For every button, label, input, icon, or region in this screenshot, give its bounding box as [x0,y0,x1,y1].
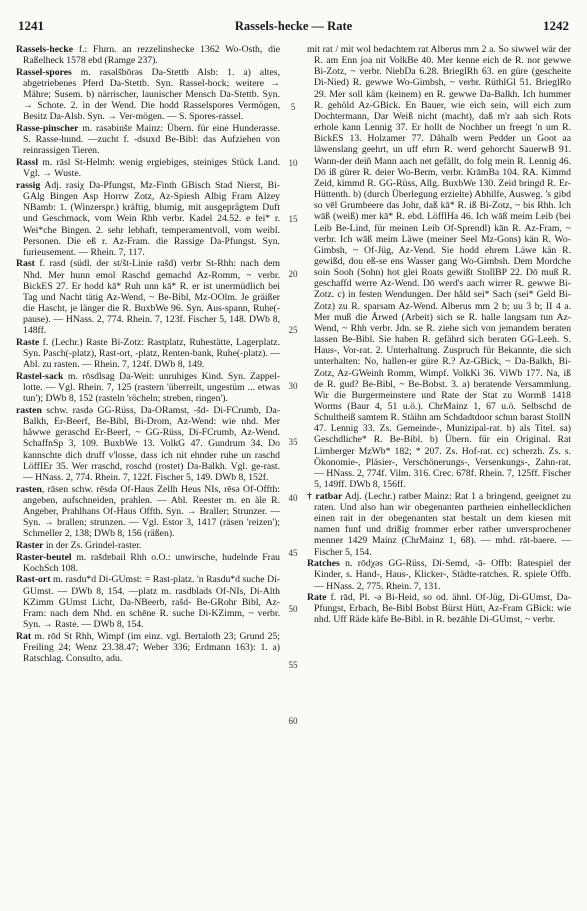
entry-text: f. rād, Pl. -ə Bi-Heid, so od. ähnl. Of-Jüg, Di-GUmst, Da-Pfungst, Erbach, Be-Bibl Bobst Bürst Hütt, Az-Fram GBick: wie nhd. Uff Räde käfe Be-Bibl. in R. bezāhle Di-GUmst, ~ verbr. [314,592,571,626]
dictionary-entry [16,123,280,156]
line-number: 15 [288,213,298,224]
dictionary-entry [16,552,280,574]
dictionary-entry [16,484,280,540]
entry-text: m. rōsdlsag Da-Weit: unruhiges Kind. Syn. Zappel-lotte. — Vgl. Rhein. 7, 125 (rastern 'überreilt, ungestüm ... etwas tun'); DWb 8, 152 (rasteln 'röcheln; streben, ringen'). [23,371,280,405]
dictionary-entry [307,558,571,591]
line-number-gutter [283,44,303,904]
dictionary-entry [16,405,280,483]
entry-text: f.: Flurn. an rezzelinshecke 1362 Wo-Osth, die Raßelheck 1578 ebd (Ramge 237). [23,44,280,67]
entry-lemma: rasten [16,405,42,416]
entry-lemma: Rassels-hecke [16,44,74,55]
dictionary-entry [16,371,280,404]
entry-lemma: Rassl [16,157,39,169]
entry-text: m. rasəbinšɐ Mainz: Übern. für eine Hunderasse. S. Rasse-hund. —zucht f. -dsuxd Be-Bibl: das Aufziehen von reinrassigen Tieren. [23,123,280,157]
line-number: 25 [288,325,298,336]
left-page-number: 1241 [18,18,44,33]
entry-text: m. rōd St Rhh, Wimpf (im einz. vgl. Bertaloth 23; Grund 25; Freiling 24; Wenz 23.38.47; Weber 336; Erdmann 163): 1. a) Ratschlag. Consulto, adu. [23,630,280,664]
entry-lemma: Rat [16,630,32,642]
entry-lemma: rasten [16,483,42,495]
entry-lemma: Ratches [307,558,340,570]
dictionary-entry [16,157,280,179]
entry-text: schw. rasdə GG-Rüss, Da-ORamst, -šd- Di-FCrumb, Da-Balkh, Er-Beerf, Be-Bibl, Bi-Drom, Az-Wend: wie nhd. Mer håwwe geraschd Er-Beerf, ~ GG-Rüss, Di-FCrumb, Az-Wend. SchaffnSp 3, 109. BuxbWe 13. VolkG 47. Gundrum 34. Do kannschte dich druff v'losse, dass ich nit ehnder ruhe un raschd LöffIEr 35. Wer rraschd, roschd (rostet) Da-Balkh. Vgl. ge-rast. — HNass. 2, 774. Rhein. 7, 122f. Fischer 5, 149. DWb 8, 152f. [23,405,280,483]
running-title: Rassels-hecke — Rate [234,19,353,33]
entry-text: m. rasdu*d Di-GUmst: = Rast-platz. 'n Rasdu*d suche Di-GUmst. — DWb 8, 154. —platz m. rasdblads Of-NIs, Di-Alth KZimm GUmst Licht, Da-NBeerb, rašd- Be-GRohr Bibl, Az-Fram: nach dem Nhd. en schēne R. suche Di-KZimm, ~ verbr. Syn. → Raste. — DWb 8, 154. [23,574,280,630]
line-number: 10 [288,157,298,168]
entry-lemma: Raster [16,539,44,551]
line-number: 50 [288,604,298,615]
line-number: 35 [288,436,298,447]
entry-text: Adj. (Lechr.) ratber Mainz: Rat 1 a bringend, geeignet zu raten. Und also han wir obegenanten partheien einhellecklichen einen rait in der obegenanten stat bestalt un dem kiesen mit namen funf und drißig frommer erber ratber unversprochener menner 1429 Mainz (ChrMainz 1, 68). — mhd. rāt-baere. — Fischer 5, 154. [314,490,571,558]
dictionary-entry [16,44,280,66]
line-number: 30 [288,381,298,391]
entry-text: in der Zs. Grindel-raster. [43,539,142,551]
line-number: 20 [288,269,298,280]
line-number: 5 [290,102,296,112]
left-column [16,44,280,904]
entry-lemma: rassig [16,179,41,191]
entry-text: m. rāsl St-Helmh: wenig ergiebiges, steiniges Stück Land. Vgl. → Wuste. [23,157,280,180]
entry-text: n. rōdχəs GG-Rüss, Di-Semd, -ā- Offb: Ratespiel der Kinder, s. Hand-, Haus-, Klicker-, Städte-ratches. R. spiele Offb. — HNass. 2, 775. Rhein. 7, 131. [314,558,571,592]
entry-lemma: Raste [16,337,40,349]
dictionary-entry [16,540,280,551]
entry-lemma: Rast [16,258,35,270]
dictionary-entry [307,592,571,625]
entry-lemma: † ratbar [307,490,343,502]
dictionary-entry [16,631,280,664]
entry-text: f. (Lechr.) Raste Bi-Zotz: Rastplatz, Ruhestätte, Lagerplatz. Syn. Pasch(-platz), Rast-ort, -platz, Renten-bank, Ruhe(-platz). — Abl. zu rasten. — Rhein. 7, 124f. DWb 8, 149. [23,337,280,371]
dictionary-entry [16,180,280,258]
entry-lemma: Raster-beutel [16,551,72,563]
entry-text: mit rat / mit wol bedachtem rat Alberus mm 2 a. So siwwel wär der R. am Enn joa nit VolkBe 40. Mer kenne eich de R. nor gewwe Bi-Zotz, ~ verbr. NiebDa 6.28. BrieglRh 63. en güre (gescheite Di-Nied) R. gewwe Wo-Gimbsh, ~ verbr. RüthlGl 51. BrieglRo 29. Mer soll käm (keinem) en R. gewwe Da-Balkh. Ich hummer R. gehöld Az-GBick. En Bauer, wie eich sein, will eich zum Dochtermann, Dar Weiß nicht (macht), daß m'r aah sich Rots erhole kann Lennig 37. Er hollt de Nochber un freegt 'n um R. BickES 13. Holzamer 77. Dåhalb wern Pedder un Goot aa läwenslang geehrt, un uff ehrn R. werd gehorcht SauerwB 91. Wann-der deiñ Mann aach net gefällt, do folg mein R. Lennig 46. Dō iß gürer R. deier Wo-Berm, verbr. KrāmBa 104. RA. Kimmd Zeid, kimmd R. GG-Rüss, Allg. BuxbWe 130. Zeid bringd R. Er-Hüttenth. b) (durch Überlegung erzielte) Abhilfe, Ausweg. 's gibd so vēl Grumbeere das Johr, daß kā* R. iß Bi-Zotz, ~ bis Rhh. Ich wāß (weiß) mer kā* R. ebd. LöfflHa 46. Ich wāß meim Leib (bei Leib Be-Lind, für meinen Leib Of-Sprendl) kān R. Az-Fram, ~ verbr. Ich wāß meim Läwe (meiner Seel Mz-Gons) kän R. Wo-Gimbsh, ~ Of-Jüg, Az-Vend. Sie hodd ehrem Läwe kän R. gewißd, dou eß-se ens Wasser gang Wo-Gimbsh. Dem Mordche soin Sooh (Sohn) hot glei Roats gewißt StollBP 22. Dō muß R. geschaffd werre Az-Wend. Dō werd's aach wirrer R. gewwe Bi-Zotz. c) in festen Wendungen. Der håld sei* Sach (sei* Geld Bi-Zotz) zu R. sparsam Az-Wend. Alberus mm 2 b; uu 3 b; II 4 a. Mer muß die Årwed (Arbeit) sich se R. halle langsam tun Az-Wend, ~ Rhh verbr. Jdn. se R. ziehe sich von jemandem beraten lassen Be-Bibl. Sie haben R. gefährd sich beraten GG-Leeh. S. Haus-, Vor-rat. 2. Unterhaltung. Zuspruch für Bekannte, die sich unterhalten: No, hallen-er güre R.? Az-GBick, ~ Da-Balkh, Bi-Zotz, Az-GWeinh Romm, Wimpf. VolkKi 36. ViWb 177. Na, iß de R. gud? Be-Bibl, ~ Be-Bobst. 3. a) beratende Versammlung. Wir die Burgermeinstere und Rate der Stat zu Wormß 1418 Worms (Baur 4, 51 u.ö.). ChrMainz 1, 67 u.ö. Selbschd de Schultheiß samtem R. Stäihn am Schdadtdoor schun barast StollN 47. Lennig 33. Zs. Gemeinde-, Munizipal-rat. b) als Titel. sa) Geschdliche* R. Be-Bibl. b) Übern. für ein Original. Rat Limberger MzWb* 182; * 207. Zs. Hof-rat. cc) scherzh. Zs. s. Ökonomie-, Pläsier-, Verschönerungs-, Versenkungs-, Zahn-rat. — HNass. 2, 774f. Vilm. 316. Crec. 678f. Rhein. 7, 125ff. Fischer 5, 149ff. DWb 8, 156ff. [307,44,571,491]
entry-lemma: Rast-ort [16,574,51,586]
entry-lemma: Rate [307,592,327,604]
right-column [307,44,571,904]
entry-text: Adj. rasiχ Da-Pfungst, Mz-Finth GBisch Stad Nierst, Bi-GAlg Bingen Asp Horrw Zotz, Az-Spiesh Albig Fram Alzey NBamb: 1. (Winzerspr.) kräftig, blumig, mit ausgeprägtem Duft und Geschmack, vom Wein Rhh verbr. Kadel 24.52. e fei* r. Wei*che Bingen. 2. sehr lebhaft, temperamentvoll, vom weibl. Personen. Die eß r. Az-Fram. die Rassige Da-Pfungst. Syn. furieusement. — Rhein. 7, 117. [23,179,280,258]
line-number: 40 [288,492,298,503]
entry-lemma: Rasse-pinscher [16,123,79,135]
running-header [18,12,569,34]
line-number: 45 [288,548,298,559]
dictionary-entry [16,67,280,123]
dictionary-entry [16,574,280,630]
entry-lemma: Rassel-spores [16,66,72,78]
dictionary-entry [307,44,571,490]
entry-text: f. rasd (südl. der st/št-Linie rašd) verbr St-Rhh: nach dem Nhd. Mer hunn emol Raschd gemachd Az-Romm, ~ verbr. BickES 27. Er hodd kā* Ruh unn kā* R. er ist unermüdlich bei Tag und Nacht tätig Az-Wend, ~ Be-Bibl, Mz-OOlm. Je gräißer die Hascht, je länger die R. BuxbWe 96. Syn. Aus-spann, Ruhe(-pause). — HNass. 2, 774. Rhein. 7, 123f. Fischer 5, 148. DWb 8, 148ff. [23,258,280,337]
dictionary-entry [16,258,280,336]
entry-lemma: Rastel-sack [16,371,64,383]
right-page-number: 1242 [543,18,569,33]
entry-text: m. rasəlšbōrəs Da-Stettb Alsb: 1. a) altes, abgetriebenes Pferd Da-Stettb. Syn. Rassel-bock; weitere → Mähre; Susem. b) närrischer, launischer Mensch Da-Stettb. Syn. → Schote. 2. in der Wend. Die hodd Rasselspores Vermögen, Besitz Da-Alsb. Syn. → Ver-mögen. — S. Spores-rassel. [23,66,280,123]
line-number: 60 [288,715,298,726]
dictionary-entry [307,491,571,558]
dictionary-entry [16,337,280,370]
line-number: 55 [288,660,298,670]
entry-text: m. rašdɐbail Rhh o.O.: unwirsche, hudelnde Frau KochSch 108. [23,551,280,574]
entry-text: , rāsen schw. rēsdə Of-Haus Zellh Heus NIs, rēsə Of-Offth: angeben, aufschneiden, prahlen. — Abl. Reester m. en äle R. Angeber, Prahlhans Of-Haus Offth. Syn. → Braller; Strunzer. — Syn. → brallen; strunzen. — Vgl. Estor 3, 1417 (räsen 'reizen'); Schmeller 2, 138; DWb 8, 156 (räßen). [23,483,280,540]
